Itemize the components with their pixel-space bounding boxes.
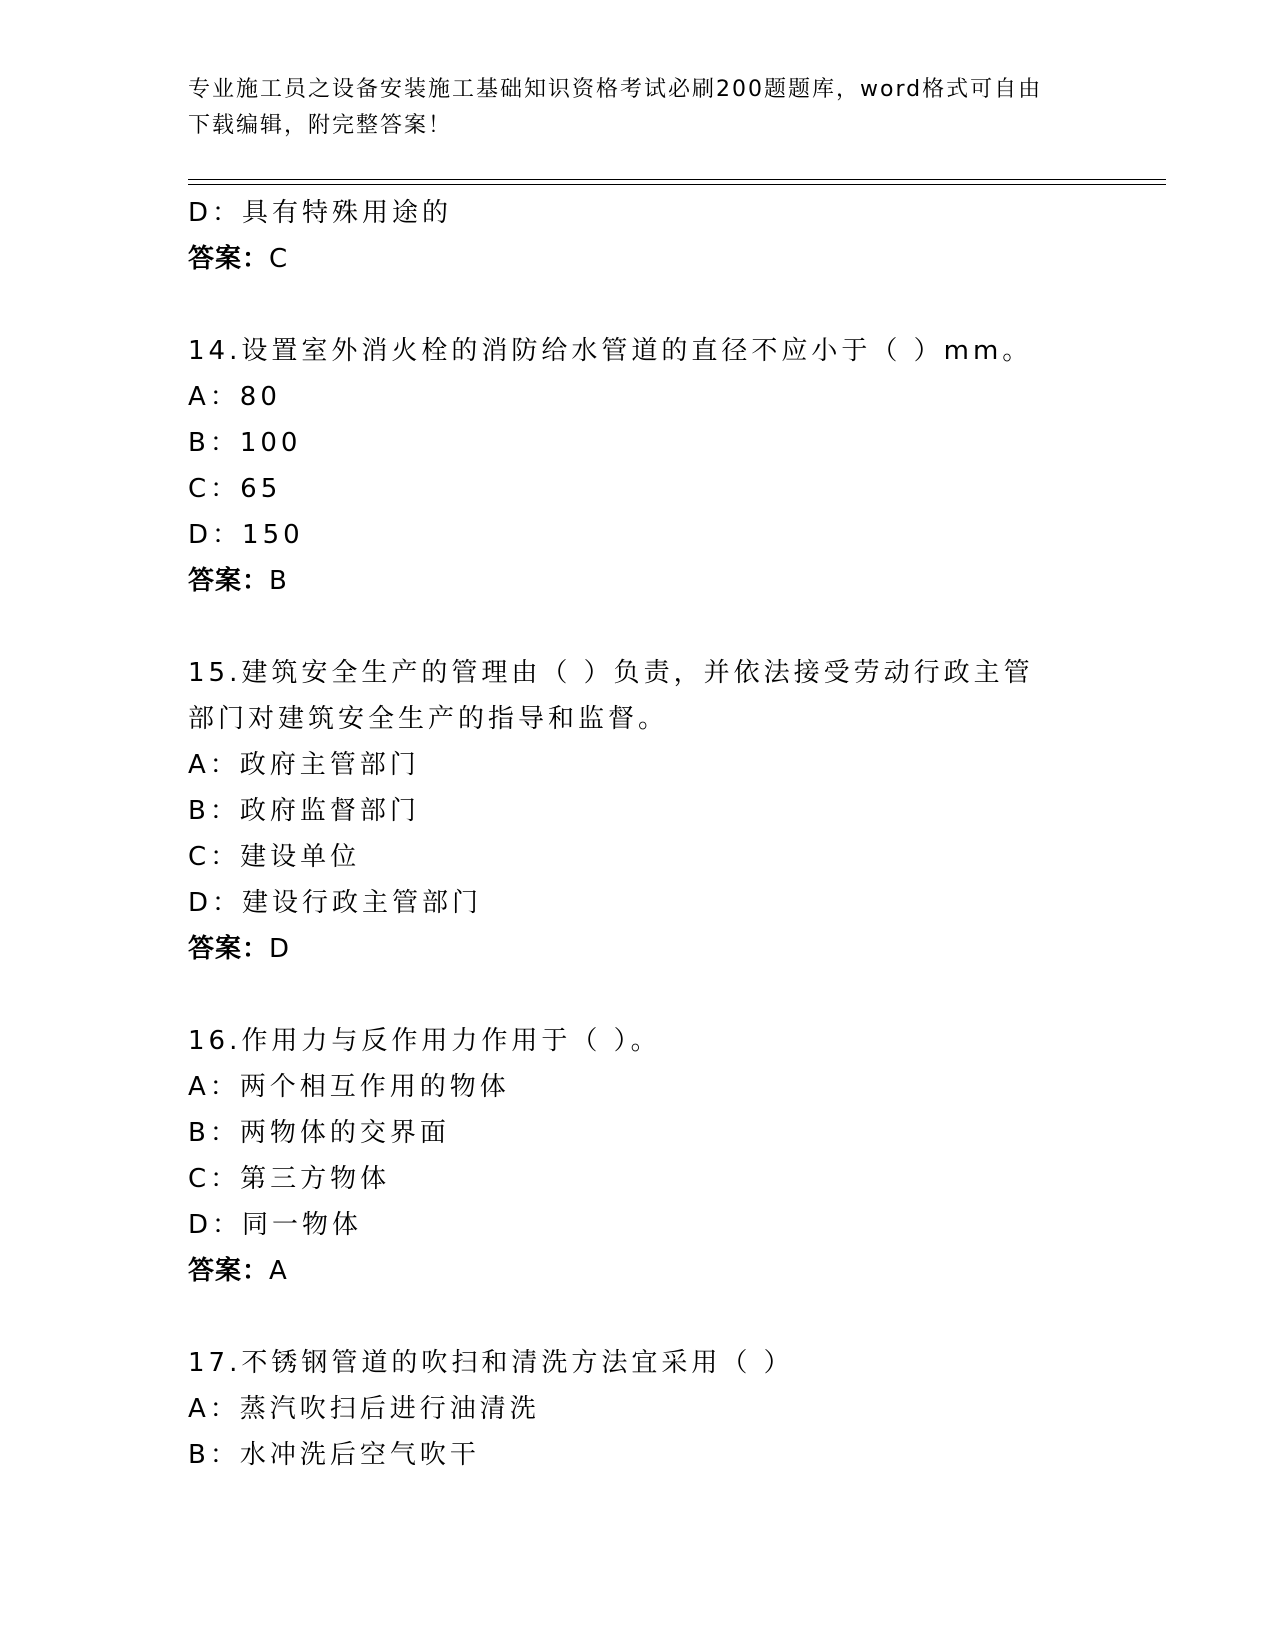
option-d: D：同一物体 <box>188 1210 363 1240</box>
question-17 <box>188 1340 1088 1478</box>
header-line-2: 下载编辑，附完整答案！ <box>188 113 453 138</box>
answer <box>188 926 1088 972</box>
option-b: B：100 <box>188 428 302 458</box>
answer-value: D <box>269 934 291 964</box>
spacer <box>188 282 1088 328</box>
spacer <box>188 1294 1088 1340</box>
option-c: C：第三方物体 <box>188 1164 391 1194</box>
question-16 <box>188 1018 1088 1294</box>
question-15 <box>188 650 1088 972</box>
answer-label: 答案： <box>188 1256 270 1286</box>
answer-label: 答案： <box>188 934 270 964</box>
question-text: 15.建筑安全生产的管理由（ ）负责，并依法接受劳动行政主管部门对建筑安全生产的指导和监督。 <box>188 658 1034 734</box>
document-header <box>188 72 1088 144</box>
option-c: C：65 <box>188 474 282 504</box>
header-line-1: 专业施工员之设备安装施工基础知识资格考试必刷200题题库，word格式可自由 <box>188 77 1043 102</box>
option-b: B：水冲洗后空气吹干 <box>188 1440 480 1470</box>
option-c: C：建设单位 <box>188 842 361 872</box>
option-a: A：两个相互作用的物体 <box>188 1072 510 1102</box>
question-text: 14.设置室外消火栓的消防给水管道的直径不应小于（ ）mm。 <box>188 336 1033 366</box>
header-divider-bottom <box>188 184 1166 185</box>
answer-value: B <box>269 566 288 596</box>
question-text: 16.作用力与反作用力作用于（ ）。 <box>188 1026 661 1056</box>
answer-value: A <box>269 1256 288 1286</box>
spacer <box>188 604 1088 650</box>
answer-label: 答案： <box>188 244 270 274</box>
answer <box>188 558 1088 604</box>
option-d: D：150 <box>188 520 304 550</box>
answer <box>188 1248 1088 1294</box>
answer-value: C <box>269 244 289 274</box>
option-a: A：蒸汽吹扫后进行油清洗 <box>188 1394 540 1424</box>
question-14 <box>188 328 1088 604</box>
option-d: D：建设行政主管部门 <box>188 888 483 918</box>
spacer <box>188 972 1088 1018</box>
option-b: B：两物体的交界面 <box>188 1118 450 1148</box>
header-divider-top <box>188 179 1166 180</box>
answer-label: 答案： <box>188 566 270 596</box>
option-a: A：政府主管部门 <box>188 750 420 780</box>
question-list <box>188 190 1088 1478</box>
option-b: B：政府监督部门 <box>188 796 420 826</box>
prev-option-d: D：具有特殊用途的 <box>188 198 453 228</box>
prev-answer <box>188 236 1088 282</box>
question-text: 17.不锈钢管道的吹扫和清洗方法宜采用（ ） <box>188 1348 794 1378</box>
option-a: A：80 <box>188 382 281 412</box>
